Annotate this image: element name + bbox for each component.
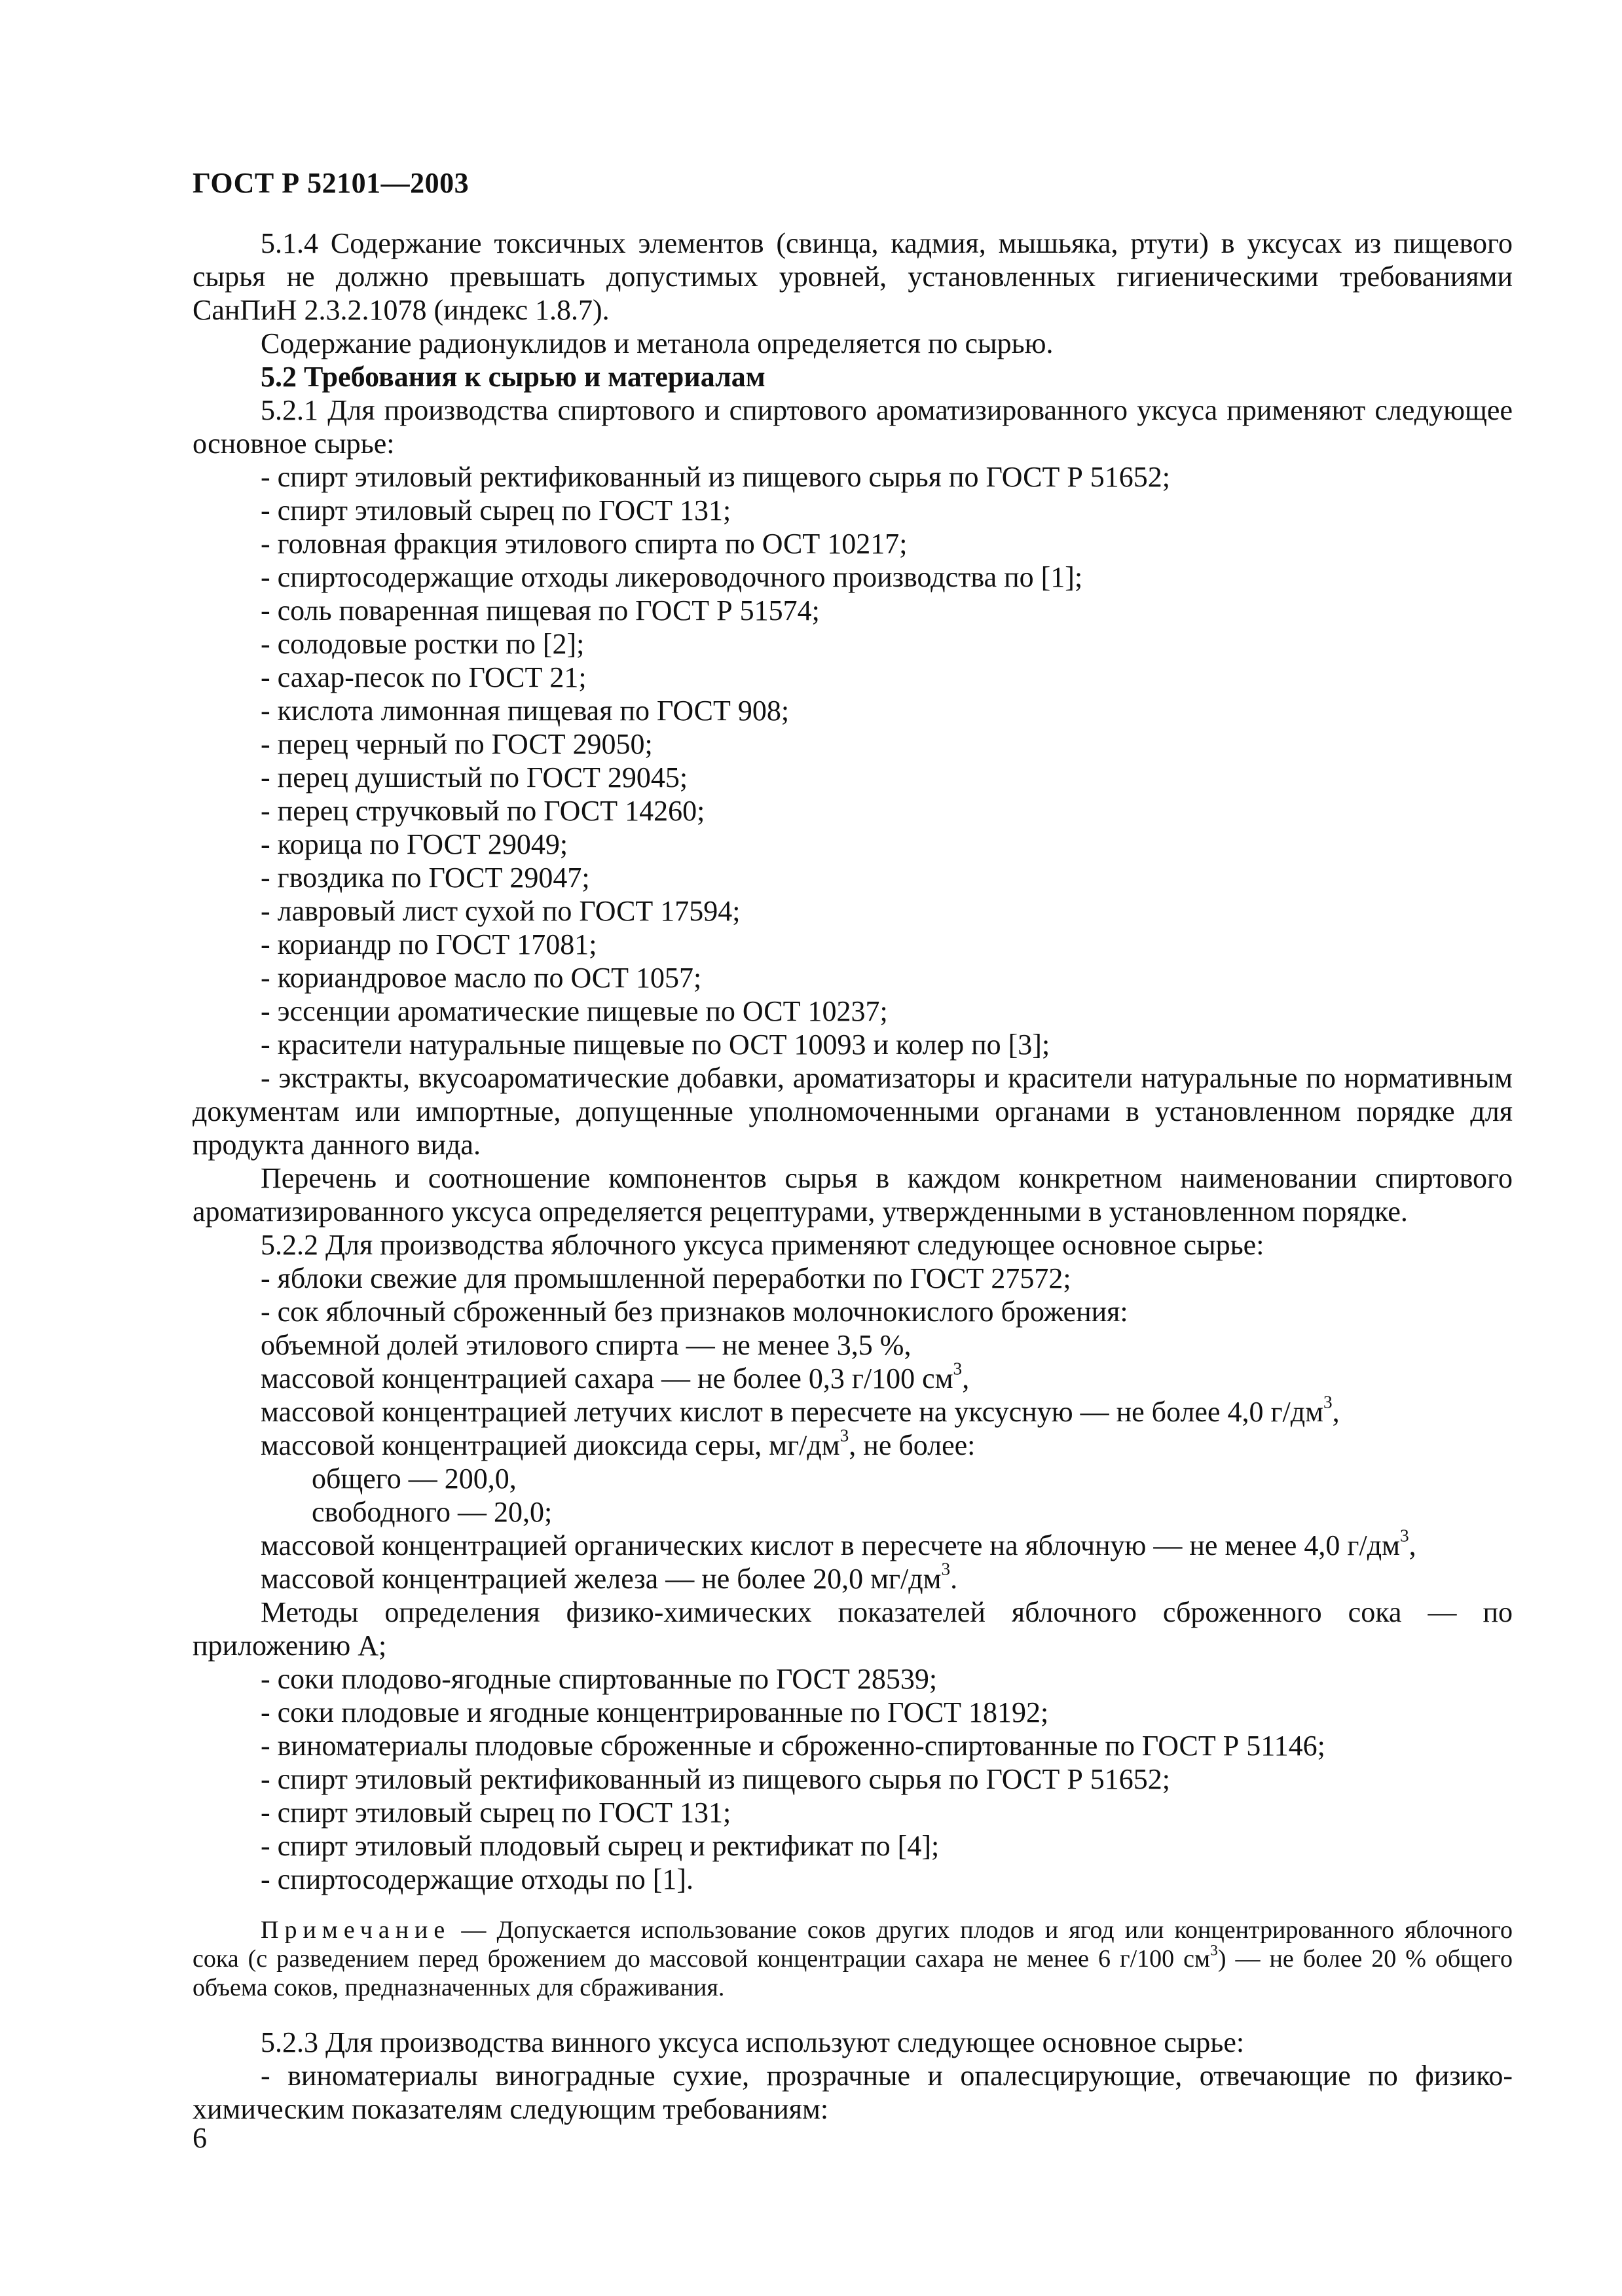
note-block: Примечание — Допускается использование соков других плодов и ягод или концентрированного яблочного сока (с разведением перед брожением до массовой концентрации сахара не менее 6 г/100 $см^3$) — не более 20 % общего объема соков, предназначенных для сбраживания. [193,1916,1513,2001]
list-item: - красители натуральные пищевые по ОСТ 10093 и колер по [3]; [261,1029,1050,1061]
list-item: - головная фракция этилового спирта по ОСТ 10217; [261,528,908,560]
list-item: - виноматериалы плодовые сброженные и сброженно-спиртованные по ГОСТ Р 51146; [261,1730,1325,1762]
list-item: - спиртосодержащие отходы по [1]. [261,1863,694,1895]
list-item: - перец стручковый по ГОСТ 14260; [261,795,705,827]
list-item: - спирт этиловый сырец по ГОСТ 131; [261,1796,731,1829]
list-item: - эссенции ароматические пищевые по ОСТ 10237; [261,995,888,1027]
spec-volatile-acids: массовой концентрацией летучих кислот в пересчете на уксусную — не более 4,0 $г/дм^3$, [261,1392,1340,1428]
list-item: - соки плодовые и ягодные концентрированные по ГОСТ 18192; [261,1696,1049,1728]
juice-specs [193,1328,1513,1595]
raw-materials-list-5-2-1 [193,460,1513,1061]
list-item-wine-materials: - виноматериалы виноградные сухие, прозрачные и опалесцирующие, отвечающие по физико-химическим показателям следующим требованиям: [193,2060,1513,2125]
paragraph-5-2-3-intro: 5.2.3 Для производства винного уксуса используют следующее основное сырье: [261,2026,1245,2058]
spec-so2-total: общего — 200,0, [312,1463,517,1495]
list-item: - кориандровое масло по ОСТ 1057; [261,962,702,994]
list-item: - кориандр по ГОСТ 17081; [261,928,597,960]
page-number: 6 [193,2122,207,2154]
list-item-apples: - яблоки свежие для промышленной переработки по ГОСТ 27572; [261,1262,1071,1294]
note-label: Примечание [261,1916,451,1944]
list-item: - лавровый лист сухой по ГОСТ 17594; [261,895,741,927]
raw-materials-list-5-2-2 [193,1662,1513,1896]
document-code-header: ГОСТ Р 52101—2003 [193,167,470,199]
paragraph-extracts: - экстракты, вкусоароматические добавки, ароматизаторы и красители натуральные по нормативным документам или импортные, допущенные уполномоченными органами в установленном порядке для продукта данного вида. [193,1062,1513,1161]
list-item: - спиртосодержащие отходы ликероводочного производства по [1]; [261,561,1083,593]
paragraph-recipe-note: Перечень и соотношение компонентов сырья в каждом конкретном наименовании спиртового ароматизированного уксуса определяется рецептурами, утвержденными в установленном порядке. [193,1162,1513,1228]
paragraph-5-2-1-intro: 5.2.1 Для производства спиртового и спиртового ароматизированного уксуса применяют следующее основное сырье: [193,394,1513,460]
list-item: - сахар-песок по ГОСТ 21; [261,661,587,693]
paragraph-5-1-4: 5.1.4 Содержание токсичных элементов (свинца, кадмия, мышьяка, ртути) в уксусах из пищевого сырья не должно превышать допустимых уровней, установленных гигиеническими требованиями СанПиН 2.3.2.1078 (индекс 1.8.7). [193,227,1513,326]
spec-sulfur-dioxide: массовой концентрацией диоксида серы, $мг/дм^3$, не более: [261,1425,976,1461]
list-item: - корица по ГОСТ 29049; [261,828,568,860]
list-item: - спирт этиловый плодовый сырец и ректификат по [4]; [261,1830,940,1862]
list-item: - перец душистый по ГОСТ 29045; [261,761,688,793]
spec-sugar: массовой концентрацией сахара — не более 0,3 г/100 $см^3$, [261,1358,970,1394]
paragraph-radionuclides: Содержание радионуклидов и метанола определяется по сырью. [261,327,1054,359]
paragraph-methods: Методы определения физико-химических показателей яблочного сброженного сока — по приложению А; [193,1596,1513,1662]
paragraph-5-2-2-intro: 5.2.2 Для производства яблочного уксуса применяют следующее основное сырье: [261,1229,1264,1261]
list-item: - перец черный по ГОСТ 29050; [261,728,653,760]
spec-organic-acids: массовой концентрацией органических кислот в пересчете на яблочную — не менее 4,0 $г/дм^3$, [261,1525,1416,1561]
document-body [193,227,1513,2126]
list-item: - спирт этиловый сырец по ГОСТ 131; [261,494,731,526]
list-item: - соки плодово-ягодные спиртованные по ГОСТ 28539; [261,1663,938,1695]
list-item: - спирт этиловый ректификованный из пищевого сырья по ГОСТ Р 51652; [261,461,1171,493]
list-item: - спирт этиловый ректификованный из пищевого сырья по ГОСТ Р 51652; [261,1763,1171,1795]
list-item-juice: - сок яблочный сброженный без признаков молочнокислого брожения: [261,1296,1128,1328]
list-item: - соль поваренная пищевая по ГОСТ Р 51574; [261,594,820,627]
section-title-5-2: 5.2 Требования к сырью и материалам [261,361,765,393]
list-item: - солодовые ростки по [2]; [261,628,585,660]
spec-iron: массовой концентрацией железа — не более 20,0 $мг/дм^3$. [261,1559,958,1595]
spec-alcohol: объемной долей этилового спирта — не менее 3,5 %, [261,1329,912,1361]
spec-so2-free: свободного — 20,0; [312,1496,553,1528]
list-item: - гвоздика по ГОСТ 29047; [261,862,590,894]
list-item: - кислота лимонная пищевая по ГОСТ 908; [261,695,790,727]
